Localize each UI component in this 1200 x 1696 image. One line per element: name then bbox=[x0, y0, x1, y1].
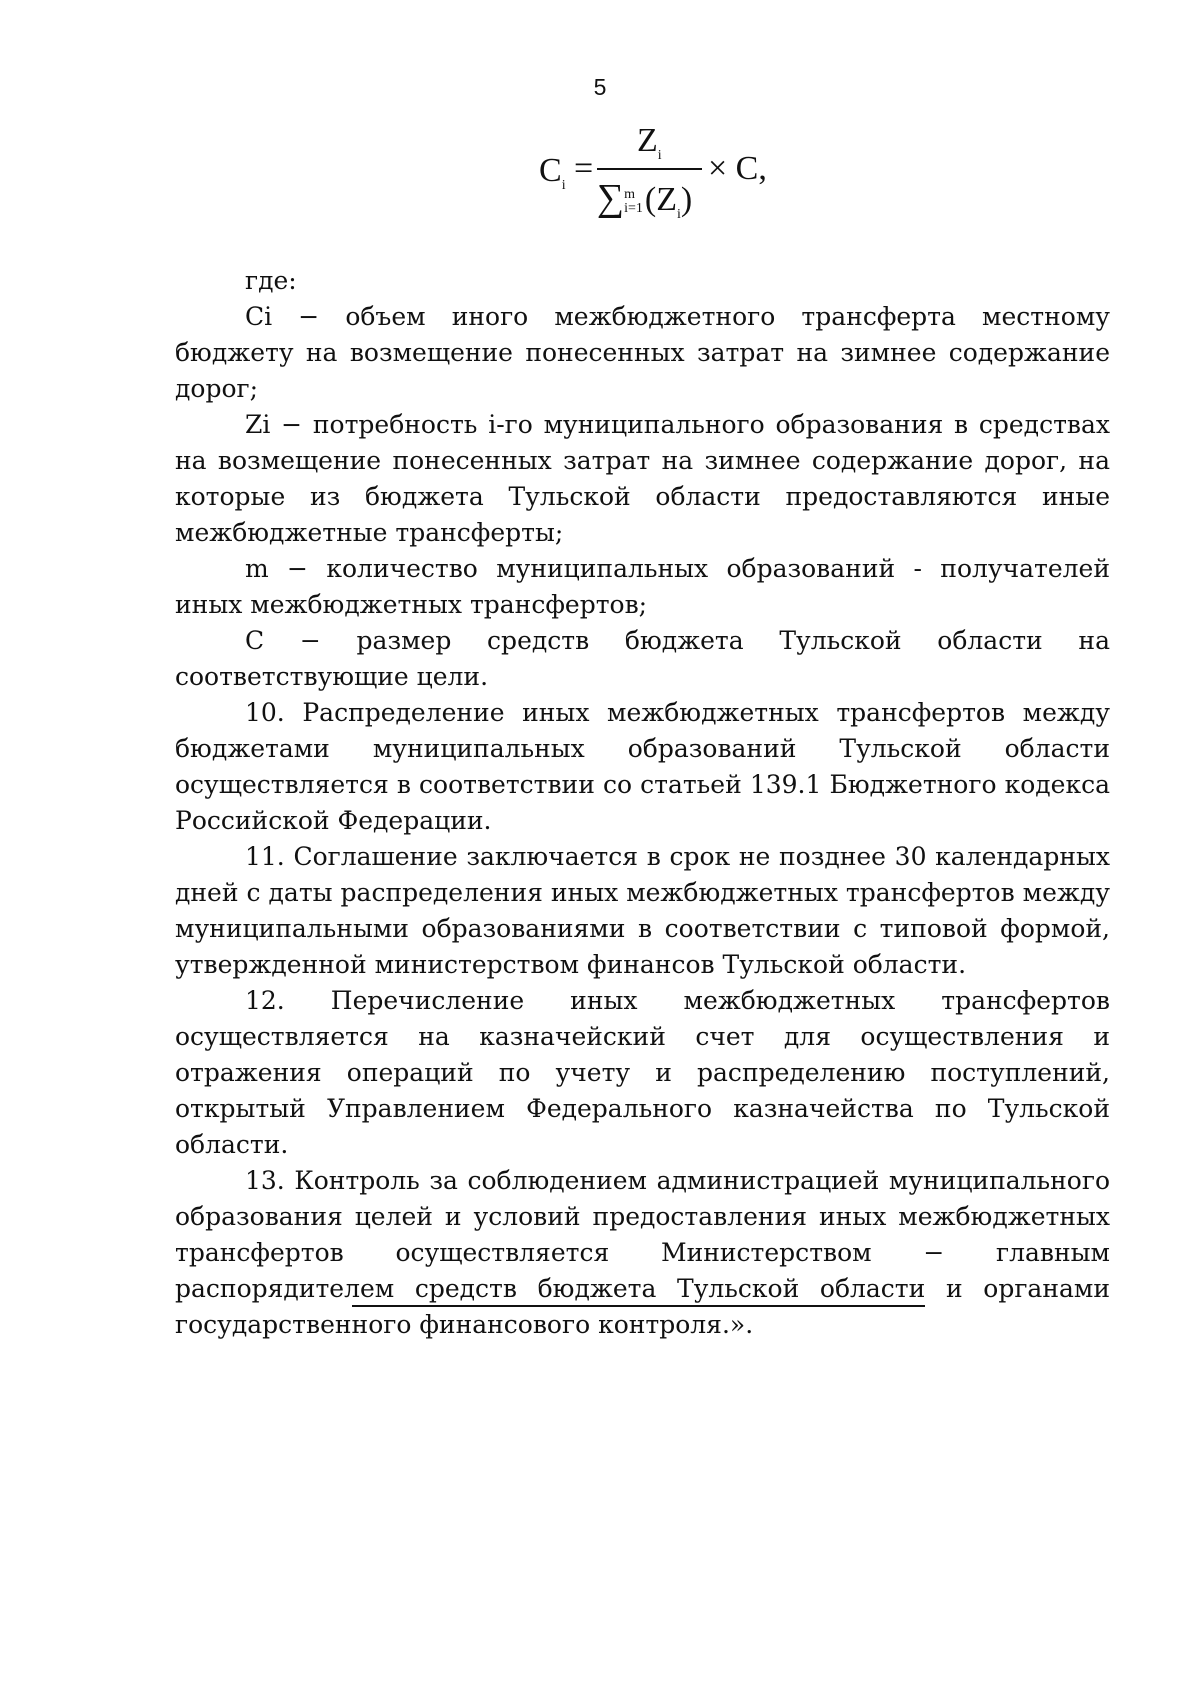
formula-equals: = bbox=[574, 150, 594, 187]
page-number: 5 bbox=[593, 74, 607, 100]
formula-numerator: $Z_i$ bbox=[637, 122, 662, 163]
closing-rule bbox=[352, 1305, 925, 1307]
clause-12: 12. Перечисление иных межбюджетных трансфертов осуществляется на казначейский счет для осуществления и отражения операций по учету и распределению поступлений, открытый Управлением Федерального казначейства по Тульской области. bbox=[175, 986, 1110, 1159]
formula-times-c: × C, bbox=[708, 150, 767, 187]
definition-m: m − количество муниципальных образований - получателей иных межбюджетных трансфертов; bbox=[175, 554, 1110, 619]
formula-lhs: $C_i$ bbox=[539, 152, 566, 193]
clause-10: 10. Распределение иных межбюджетных трансфертов между бюджетами муниципальных образований Тульской области осуществляется в соответствии со статьей 139.1 Бюджетного кодекса Российской Федерации. bbox=[175, 698, 1110, 835]
distribution-formula bbox=[0, 122, 1200, 232]
formula-fraction-bar bbox=[597, 168, 702, 170]
document-body bbox=[175, 263, 1110, 1343]
definition-zi: Zi − потребность i-го муниципального образования в средствах на возмещение понесенных затрат на зимнее содержание дорог, на которые из бюджета Тульской области предоставляются иные межбюджетные трансферты; bbox=[175, 410, 1110, 547]
clause-11: 11. Соглашение заключается в срок не позднее 30 календарных дней с даты распределения иных межбюджетных трансфертов между муниципальными образованиями в соответствии с типовой формой, утвержденной министерством финансов Тульской области. bbox=[175, 842, 1110, 979]
definition-c: С − размер средств бюджета Тульской области на соответствующие цели. bbox=[175, 626, 1110, 691]
clause-13: 13. Контроль за соблюдением администрацией муниципального образования целей и условий предоставления иных межбюджетных трансфертов осуществляется Министерством − главным распорядителем средств бюджета Тульской области и органами государственного финансового контроля.». bbox=[175, 1166, 1110, 1339]
where-label: где: bbox=[245, 266, 297, 295]
formula-denominator: ∑m $i=1(Z_i)$ bbox=[597, 177, 693, 222]
sigma-lower: i=1 bbox=[624, 201, 643, 217]
definition-ci: Ci − объем иного межбюджетного трансферта местному бюджету на возмещение понесенных затрат на зимнее содержание дорог; bbox=[175, 302, 1110, 403]
sigma-upper: m bbox=[624, 187, 635, 203]
sigma-symbol: ∑ bbox=[597, 177, 625, 219]
